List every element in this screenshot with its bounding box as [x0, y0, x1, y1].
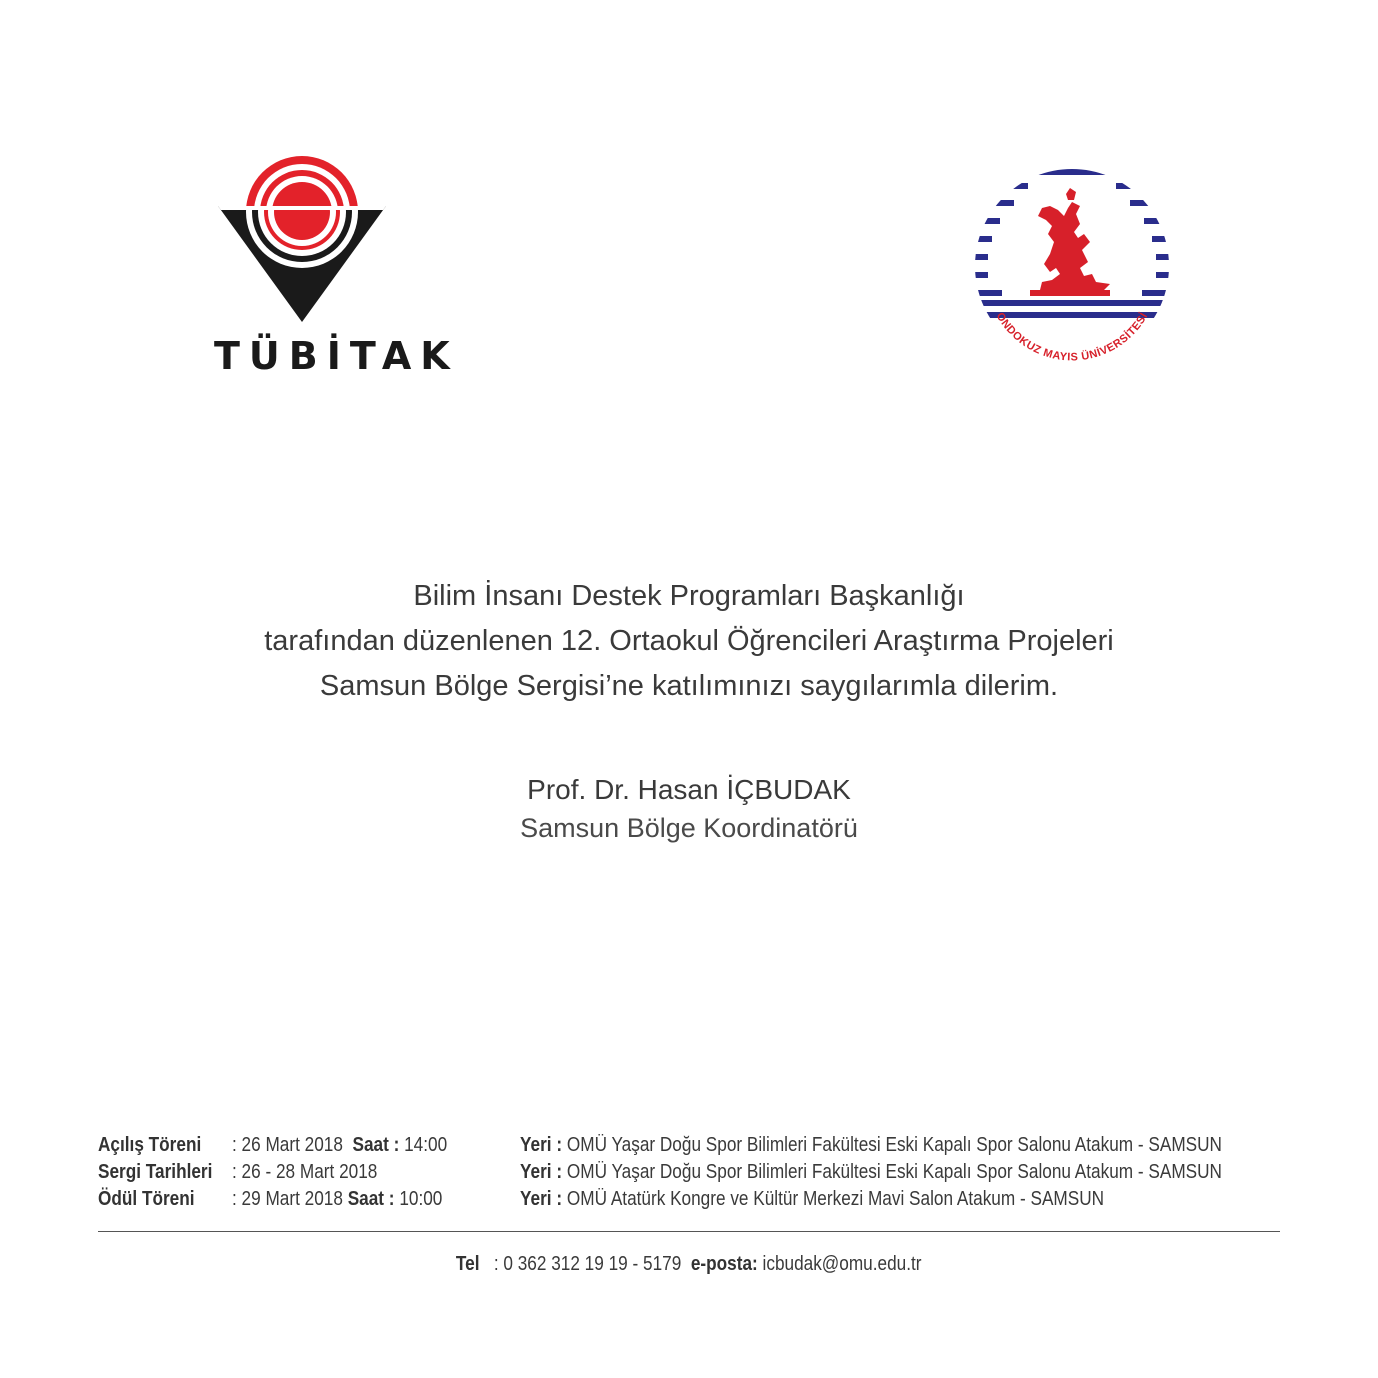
- event-place-label: Yeri :: [520, 1188, 563, 1210]
- event-date: : 26 - 28 Mart 2018: [232, 1161, 378, 1183]
- event-time-label: Saat :: [352, 1134, 400, 1156]
- event-date: : 26 Mart 2018: [232, 1134, 343, 1156]
- svg-text:ONDOKUZ MAYIS ÜNİVERSİTESİ: [994, 310, 1151, 363]
- signature-block: [0, 770, 1378, 846]
- omu-logo: [970, 164, 1174, 368]
- event-time: 10:00: [399, 1188, 443, 1210]
- event-place-label: Yeri :: [520, 1161, 563, 1183]
- contact-line: [0, 1253, 1378, 1276]
- event-place-value: OMÜ Yaşar Doğu Spor Bilimleri Fakültesi Eski Kapalı Spor Salonu Atakum - SAMSUN: [566, 1161, 1222, 1183]
- event-time-label: Saat :: [347, 1188, 395, 1210]
- event-row-exhibition: [98, 1161, 1288, 1188]
- event-time: 14:00: [404, 1134, 448, 1156]
- invitation-line: Samsun Bölge Sergisi’ne katılımınızı saygılarımla dilerim.: [319, 670, 1059, 702]
- tubitak-emblem-icon: [214, 150, 390, 330]
- invitation-line: Bilim İnsanı Destek Programları Başkanlığı: [413, 580, 965, 612]
- event-date-time: [232, 1161, 377, 1184]
- event-date: : 29 Mart 2018: [232, 1188, 343, 1210]
- event-row-award: [98, 1188, 1288, 1215]
- event-place-value: OMÜ Atatürk Kongre ve Kültür Merkezi Mavi Salon Atakum - SAMSUN: [566, 1188, 1105, 1210]
- event-place: [520, 1134, 1222, 1157]
- event-label: Ödül Töreni: [98, 1188, 195, 1210]
- tubitak-wordmark: TÜBİTAK: [214, 334, 459, 378]
- event-place-value: OMÜ Yaşar Doğu Spor Bilimleri Fakültesi Eski Kapalı Spor Salonu Atakum - SAMSUN: [566, 1134, 1222, 1156]
- invitation-line: tarafından düzenlenen 12. Ortaokul Öğrencileri Araştırma Projeleri: [264, 625, 1114, 657]
- event-date-time: [232, 1134, 447, 1157]
- tubitak-logo: [214, 150, 459, 390]
- event-place: [520, 1161, 1222, 1184]
- signatory-name: Prof. Dr. Hasan İÇBUDAK: [527, 774, 851, 805]
- event-label: Sergi Tarihleri: [98, 1161, 213, 1183]
- divider: [98, 1231, 1280, 1232]
- event-row-opening: [98, 1134, 1288, 1161]
- omu-arc-text: ONDOKUZ MAYIS ÜNİVERSİTESİ: [993, 310, 1151, 364]
- invitation-text: [0, 574, 1378, 709]
- email-value[interactable]: icbudak@omu.edu.tr: [762, 1253, 922, 1275]
- tel-value: : 0 362 312 19 19 - 5179: [494, 1253, 682, 1275]
- event-date-time: [232, 1188, 442, 1211]
- signatory-role: Samsun Bölge Koordinatörü: [520, 813, 858, 843]
- omu-emblem-icon: [970, 164, 1174, 368]
- email-label: e-posta:: [691, 1253, 759, 1275]
- event-place: [520, 1188, 1104, 1211]
- tel-label: Tel: [456, 1253, 480, 1275]
- event-place-label: Yeri :: [520, 1134, 563, 1156]
- event-label: Açılış Töreni: [98, 1134, 202, 1156]
